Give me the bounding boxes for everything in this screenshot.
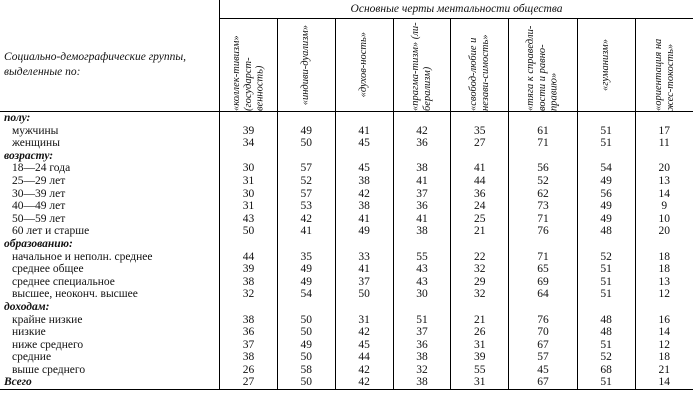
cell: 50: [277, 137, 335, 150]
cell: 42: [393, 125, 451, 138]
cell: 20: [635, 225, 693, 238]
cell: 51: [577, 263, 635, 276]
cell: [451, 150, 509, 163]
cell: 21: [635, 364, 693, 377]
column-header-7: [577, 19, 635, 112]
cell: [509, 150, 578, 163]
column-header-text: «ориентация на жес-токость»: [652, 38, 676, 111]
cell: 50: [277, 314, 335, 327]
cell: 42: [335, 188, 393, 201]
cell: 71: [509, 251, 578, 264]
cell: 36: [393, 339, 451, 352]
cell: 31: [220, 200, 278, 213]
cell: 14: [635, 376, 693, 389]
cell: 51: [577, 137, 635, 150]
cell: 26: [451, 326, 509, 339]
table-row: [0, 326, 693, 339]
cell: 51: [577, 276, 635, 289]
cell: 62: [509, 188, 578, 201]
table-row: [0, 200, 693, 213]
table-row: [0, 288, 693, 301]
cell: [393, 112, 451, 125]
cell: 38: [220, 276, 278, 289]
table-row: [0, 339, 693, 352]
row-label: начальное и неполн. среднее: [12, 250, 153, 263]
cell: 35: [277, 251, 335, 264]
cell: [451, 301, 509, 314]
table-row: [0, 251, 693, 264]
column-header-6: [509, 19, 578, 112]
cell: [635, 238, 693, 251]
cell: 39: [451, 351, 509, 364]
row-label: 60 лет и старше: [12, 225, 90, 238]
cell: 42: [335, 326, 393, 339]
row-label: среднее общее: [12, 263, 84, 276]
cell: 65: [509, 263, 578, 276]
cell: 42: [335, 376, 393, 389]
table-row: [0, 137, 693, 150]
cell: 10: [635, 213, 693, 226]
row-label: возрасту:: [4, 149, 54, 162]
row-label: 18—24 года: [12, 162, 71, 175]
cell: 49: [335, 225, 393, 238]
cell: 52: [577, 351, 635, 364]
column-header-text: «индиви-дуализм»: [300, 24, 312, 106]
cell: 38: [393, 162, 451, 175]
cell: [393, 150, 451, 163]
cell: 49: [277, 125, 335, 138]
cell: [509, 301, 578, 314]
cell: 51: [577, 339, 635, 352]
row-label: образованию:: [4, 237, 73, 250]
cell: 68: [577, 364, 635, 377]
cell: 49: [577, 175, 635, 188]
cell: 44: [220, 251, 278, 264]
cell: 49: [577, 213, 635, 226]
cell: 56: [509, 162, 578, 175]
cell: 20: [635, 162, 693, 175]
cell: 38: [220, 314, 278, 327]
cell: 52: [577, 251, 635, 264]
cell: 55: [451, 364, 509, 377]
cell: 54: [277, 288, 335, 301]
cell: 45: [335, 339, 393, 352]
cell: 57: [509, 351, 578, 364]
cell: 38: [393, 351, 451, 364]
cell: 51: [393, 314, 451, 327]
cell: 14: [635, 326, 693, 339]
cell: 12: [635, 288, 693, 301]
cell: 41: [335, 263, 393, 276]
row-label: 40—49 лет: [12, 200, 66, 213]
column-header-text: «прагма-тизм» (ли-берализм): [410, 22, 433, 111]
cell: [451, 112, 509, 125]
cell: 21: [451, 225, 509, 238]
column-header-5: [451, 19, 509, 112]
cell: 51: [577, 125, 635, 138]
cell: 21: [451, 314, 509, 327]
cell: [335, 301, 393, 314]
cell: 11: [635, 137, 693, 150]
cell: 34: [220, 137, 278, 150]
cell: 16: [635, 314, 693, 327]
cell: 50: [277, 326, 335, 339]
table-row: [0, 314, 693, 327]
cell: 32: [393, 364, 451, 377]
row-label: 25—29 лет: [12, 174, 66, 187]
cell: 27: [451, 137, 509, 150]
cell: 44: [335, 351, 393, 364]
row-label: низкие: [12, 326, 46, 339]
column-header-text: «свобод-любие и незави-симость»: [468, 34, 491, 111]
top-left-blank: [0, 0, 220, 19]
row-label: полу:: [4, 112, 31, 124]
cell: 48: [577, 225, 635, 238]
cell: 41: [335, 125, 393, 138]
cell: 24: [451, 200, 509, 213]
cell: 27: [220, 376, 278, 389]
group-row: [0, 150, 693, 163]
column-header-text: «коллек-тивизм» (государст-венность): [230, 35, 266, 111]
cell: 32: [451, 288, 509, 301]
row-label: ниже среднего: [12, 338, 84, 351]
table-row: [0, 364, 693, 377]
cell: [277, 112, 335, 125]
cell: [577, 301, 635, 314]
cell: 22: [451, 251, 509, 264]
row-label: среднее специальное: [12, 275, 115, 288]
cell: [393, 238, 451, 251]
cell: [635, 112, 693, 125]
row-label: высшее, неоконч. высшее: [12, 288, 138, 301]
column-header-2: [277, 19, 335, 112]
cell: 48: [577, 314, 635, 327]
cell: 71: [509, 213, 578, 226]
cell: 41: [393, 175, 451, 188]
cell: [220, 150, 278, 163]
cell: [220, 112, 278, 125]
cell: 50: [277, 376, 335, 389]
cell: 43: [220, 213, 278, 226]
table-row: [0, 213, 693, 226]
column-header-4: [393, 19, 451, 112]
cell: 13: [635, 175, 693, 188]
cell: 14: [635, 188, 693, 201]
group-row: [0, 301, 693, 314]
table-row: [0, 125, 693, 138]
cell: 50: [277, 351, 335, 364]
cell: 36: [451, 188, 509, 201]
cell: 30: [393, 288, 451, 301]
cell: 37: [393, 188, 451, 201]
cell: 36: [220, 326, 278, 339]
cell: [277, 150, 335, 163]
cell: 50: [335, 288, 393, 301]
row-label: 30—39 лет: [12, 187, 66, 200]
cell: 38: [220, 351, 278, 364]
cell: 48: [577, 326, 635, 339]
cell: 18: [635, 263, 693, 276]
cell: 42: [335, 364, 393, 377]
total-row: [0, 376, 693, 389]
cell: 51: [577, 376, 635, 389]
cell: 52: [509, 175, 578, 188]
cell: [220, 301, 278, 314]
cell: [577, 112, 635, 125]
cell: [277, 301, 335, 314]
cell: 49: [577, 200, 635, 213]
table-row: [0, 225, 693, 238]
column-header-text: «духов-ность»: [358, 32, 370, 98]
cell: 76: [509, 314, 578, 327]
cell: 57: [277, 162, 335, 175]
main-title: Основные черты ментальности общества: [220, 0, 693, 19]
cell: 31: [220, 175, 278, 188]
cell: 32: [451, 263, 509, 276]
cell: 41: [277, 225, 335, 238]
cell: 38: [335, 200, 393, 213]
row-label: средние: [12, 351, 52, 364]
table-row: [0, 263, 693, 276]
cell: 38: [393, 376, 451, 389]
row-header: Социально-демографические группы, выделенные по:: [0, 19, 220, 112]
group-row: [0, 112, 693, 125]
cell: 31: [335, 314, 393, 327]
cell: 18: [635, 251, 693, 264]
cell: [509, 112, 578, 125]
cell: [635, 301, 693, 314]
cell: 52: [277, 175, 335, 188]
cell: 69: [509, 276, 578, 289]
cell: 49: [277, 339, 335, 352]
cell: 35: [451, 125, 509, 138]
cell: 43: [393, 263, 451, 276]
row-label: 50—59 лет: [12, 212, 66, 225]
cell: 36: [393, 137, 451, 150]
cell: 49: [277, 276, 335, 289]
table-row: [0, 188, 693, 201]
row-label: мужчины: [12, 124, 59, 137]
group-row: [0, 238, 693, 251]
column-header-text: «гуманизм»: [600, 39, 612, 91]
cell: 41: [335, 213, 393, 226]
cell: 53: [277, 200, 335, 213]
cell: 67: [509, 376, 578, 389]
cell: [335, 112, 393, 125]
cell: [577, 150, 635, 163]
cell: 30: [220, 162, 278, 175]
cell: 13: [635, 276, 693, 289]
cell: 41: [393, 213, 451, 226]
column-header-text: «тяга к справедли-вости и равно-правию»: [525, 25, 560, 111]
cell: 54: [577, 162, 635, 175]
cell: 39: [220, 263, 278, 276]
cell: 37: [335, 276, 393, 289]
cell: [393, 301, 451, 314]
table-row: [0, 162, 693, 175]
cell: [451, 238, 509, 251]
cell: [220, 238, 278, 251]
cell: 64: [509, 288, 578, 301]
cell: 67: [509, 339, 578, 352]
cell: 29: [451, 276, 509, 289]
cell: 76: [509, 225, 578, 238]
row-label: крайне низкие: [12, 313, 83, 326]
column-header-8: [635, 19, 693, 112]
cell: 61: [509, 125, 578, 138]
cell: 37: [220, 339, 278, 352]
cell: 45: [335, 162, 393, 175]
cell: 33: [335, 251, 393, 264]
cell: 32: [220, 288, 278, 301]
row-label: женщины: [12, 137, 60, 150]
cell: 45: [335, 137, 393, 150]
cell: [335, 238, 393, 251]
cell: 42: [277, 213, 335, 226]
cell: [277, 238, 335, 251]
cell: 38: [393, 225, 451, 238]
cell: 31: [451, 339, 509, 352]
table-row: [0, 351, 693, 364]
row-label: доходам:: [4, 300, 50, 313]
cell: 56: [577, 188, 635, 201]
column-header-1: [220, 19, 278, 112]
cell: 36: [393, 200, 451, 213]
cell: 45: [509, 364, 578, 377]
cell: [577, 238, 635, 251]
cell: [635, 150, 693, 163]
column-header-3: [335, 19, 393, 112]
cell: 37: [393, 326, 451, 339]
cell: 44: [451, 175, 509, 188]
cell: 49: [277, 263, 335, 276]
cell: 39: [220, 125, 278, 138]
cell: 73: [509, 200, 578, 213]
cell: 43: [393, 276, 451, 289]
cell: [335, 150, 393, 163]
cell: 51: [577, 288, 635, 301]
cell: 58: [277, 364, 335, 377]
cell: 18: [635, 351, 693, 364]
cell: 30: [220, 188, 278, 201]
cell: 31: [451, 376, 509, 389]
cell: [509, 238, 578, 251]
cell: 70: [509, 326, 578, 339]
cell: 41: [451, 162, 509, 175]
cell: 9: [635, 200, 693, 213]
cell: 12: [635, 339, 693, 352]
cell: 26: [220, 364, 278, 377]
cell: 25: [451, 213, 509, 226]
cell: 50: [220, 225, 278, 238]
cell: 38: [335, 175, 393, 188]
row-label: Всего: [0, 376, 220, 389]
cell: 55: [393, 251, 451, 264]
cell: 71: [509, 137, 578, 150]
table-row: [0, 276, 693, 289]
row-label: выше среднего: [12, 363, 86, 376]
cell: 17: [635, 125, 693, 138]
table-row: [0, 175, 693, 188]
cell: 57: [277, 188, 335, 201]
